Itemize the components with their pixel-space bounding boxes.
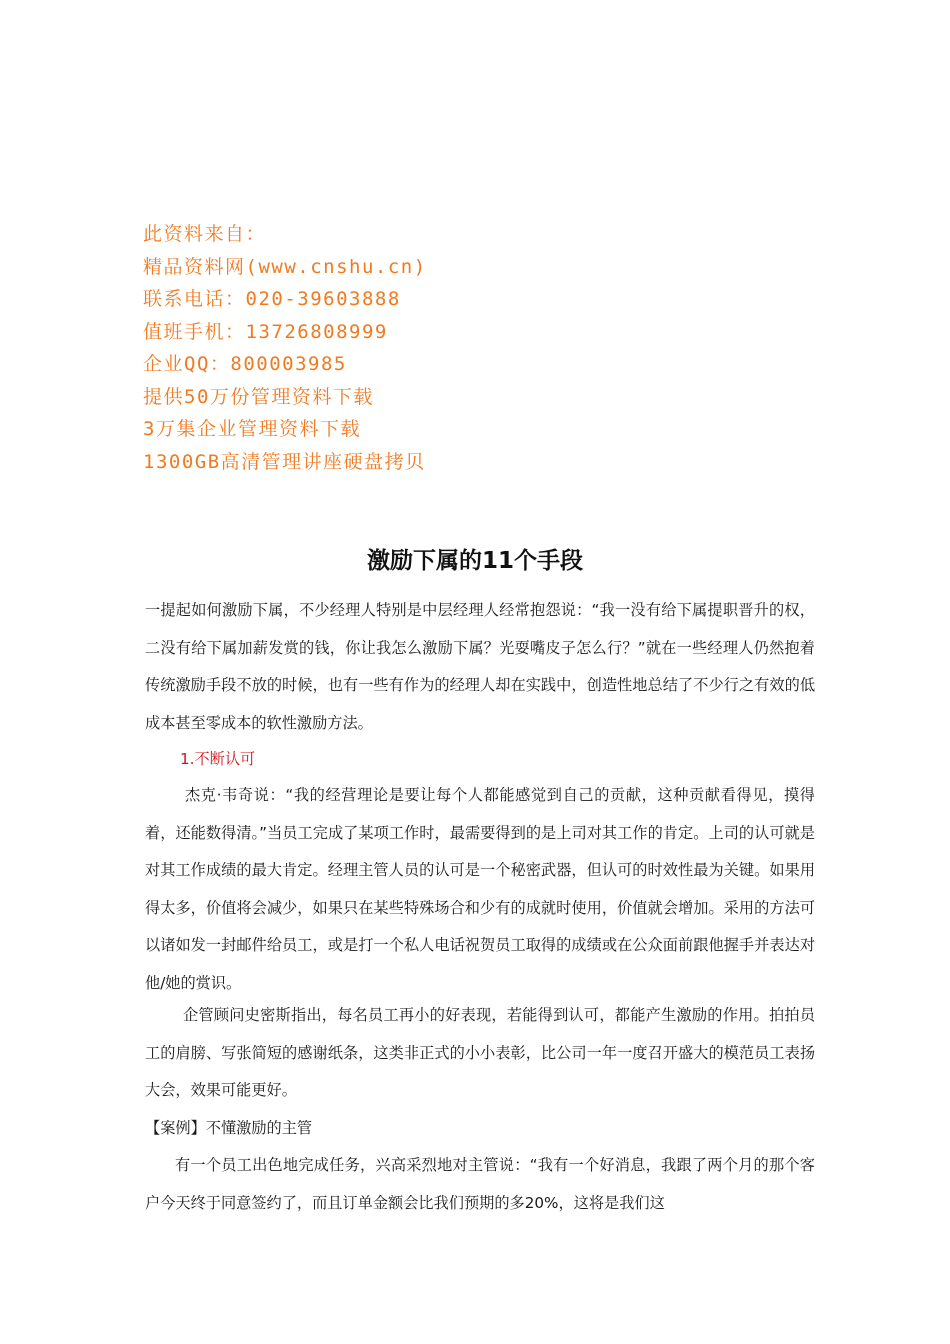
section1-paragraph: 企管顾问史密斯指出，每名员工再小的好表现，若能得到认可，都能产生激励的作用。拍拍员工的肩膀、写张简短的感谢纸条，这类非正式的小小表彰，比公司一年一度召开盛大的模范员工表扬大会，效果可能更好。 [145, 1006, 815, 1099]
promo-offer-lectures: 1300GB高清管理讲座硬盘拷贝 [143, 450, 426, 473]
case-paragraph: 有一个员工出色地完成任务，兴高采烈地对主管说：“我有一个好消息，我跟了两个月的那个客户今天终于同意签约了，而且订单金额会比我们预期的多20%，这将是我们这 [145, 1156, 815, 1212]
promo-offer-documents: 提供50万份管理资料下载 [143, 385, 374, 408]
section1-paragraph2-block [145, 997, 815, 1110]
promo-block [143, 218, 663, 478]
promo-qq: 企业QQ：800003985 [143, 353, 347, 375]
intro-paragraph-block [145, 592, 815, 742]
section1-paragraph1-block [145, 777, 815, 1002]
promo-mobile: 值班手机：13726808999 [143, 320, 388, 343]
promo-offer-videos: 3万集企业管理资料下载 [143, 418, 361, 440]
promo-phone: 联系电话：020-39603888 [143, 288, 401, 310]
section-heading: 1.不断认可 [180, 750, 256, 768]
case-paragraph-block [145, 1147, 815, 1222]
promo-source-label: 此资料来自： [143, 223, 267, 245]
intro-paragraph: 一提起如何激励下属，不少经理人特别是中层经理人经常抱怨说：“我一没有给下属提职晋升的权，二没有给下属加薪发赏的钱，你让我怎么激励下属？光耍嘴皮子怎么行？”就在一些经理人仍然抱着传统激励手段不放的时候，也有一些有作为的经理人却在实践中，创造性地总结了不少行之有效的低成本甚至零成本的软性激励方法。 [145, 601, 815, 732]
case-label: 【案例】不懂激励的主管 [145, 1119, 313, 1137]
promo-website: 精品资料网(www.cnshu.cn) [143, 255, 427, 278]
section1-paragraph: 杰克·韦奇说：“我的经营理论是要让每个人都能感觉到自己的贡献，这种贡献看得见，摸得着，还能数得清。”当员工完成了某项工作时，最需要得到的是上司对其工作的肯定。上司的认可就是对其工作成绩的最大肯定。经理主管人员的认可是一个秘密武器，但认可的时效性最为关键。如果用得太多，价值将会减少，如果只在某些特殊场合和少有的成就时使用，价值就会增加。采用的方法可以诸如发一封邮件给员工，或是打一个私人电话祝贺员工取得的成绩或在公众面前跟他握手并表达对他/她的赏识。 [145, 786, 815, 992]
document-title: 激励下属的11个手段 [366, 548, 583, 574]
